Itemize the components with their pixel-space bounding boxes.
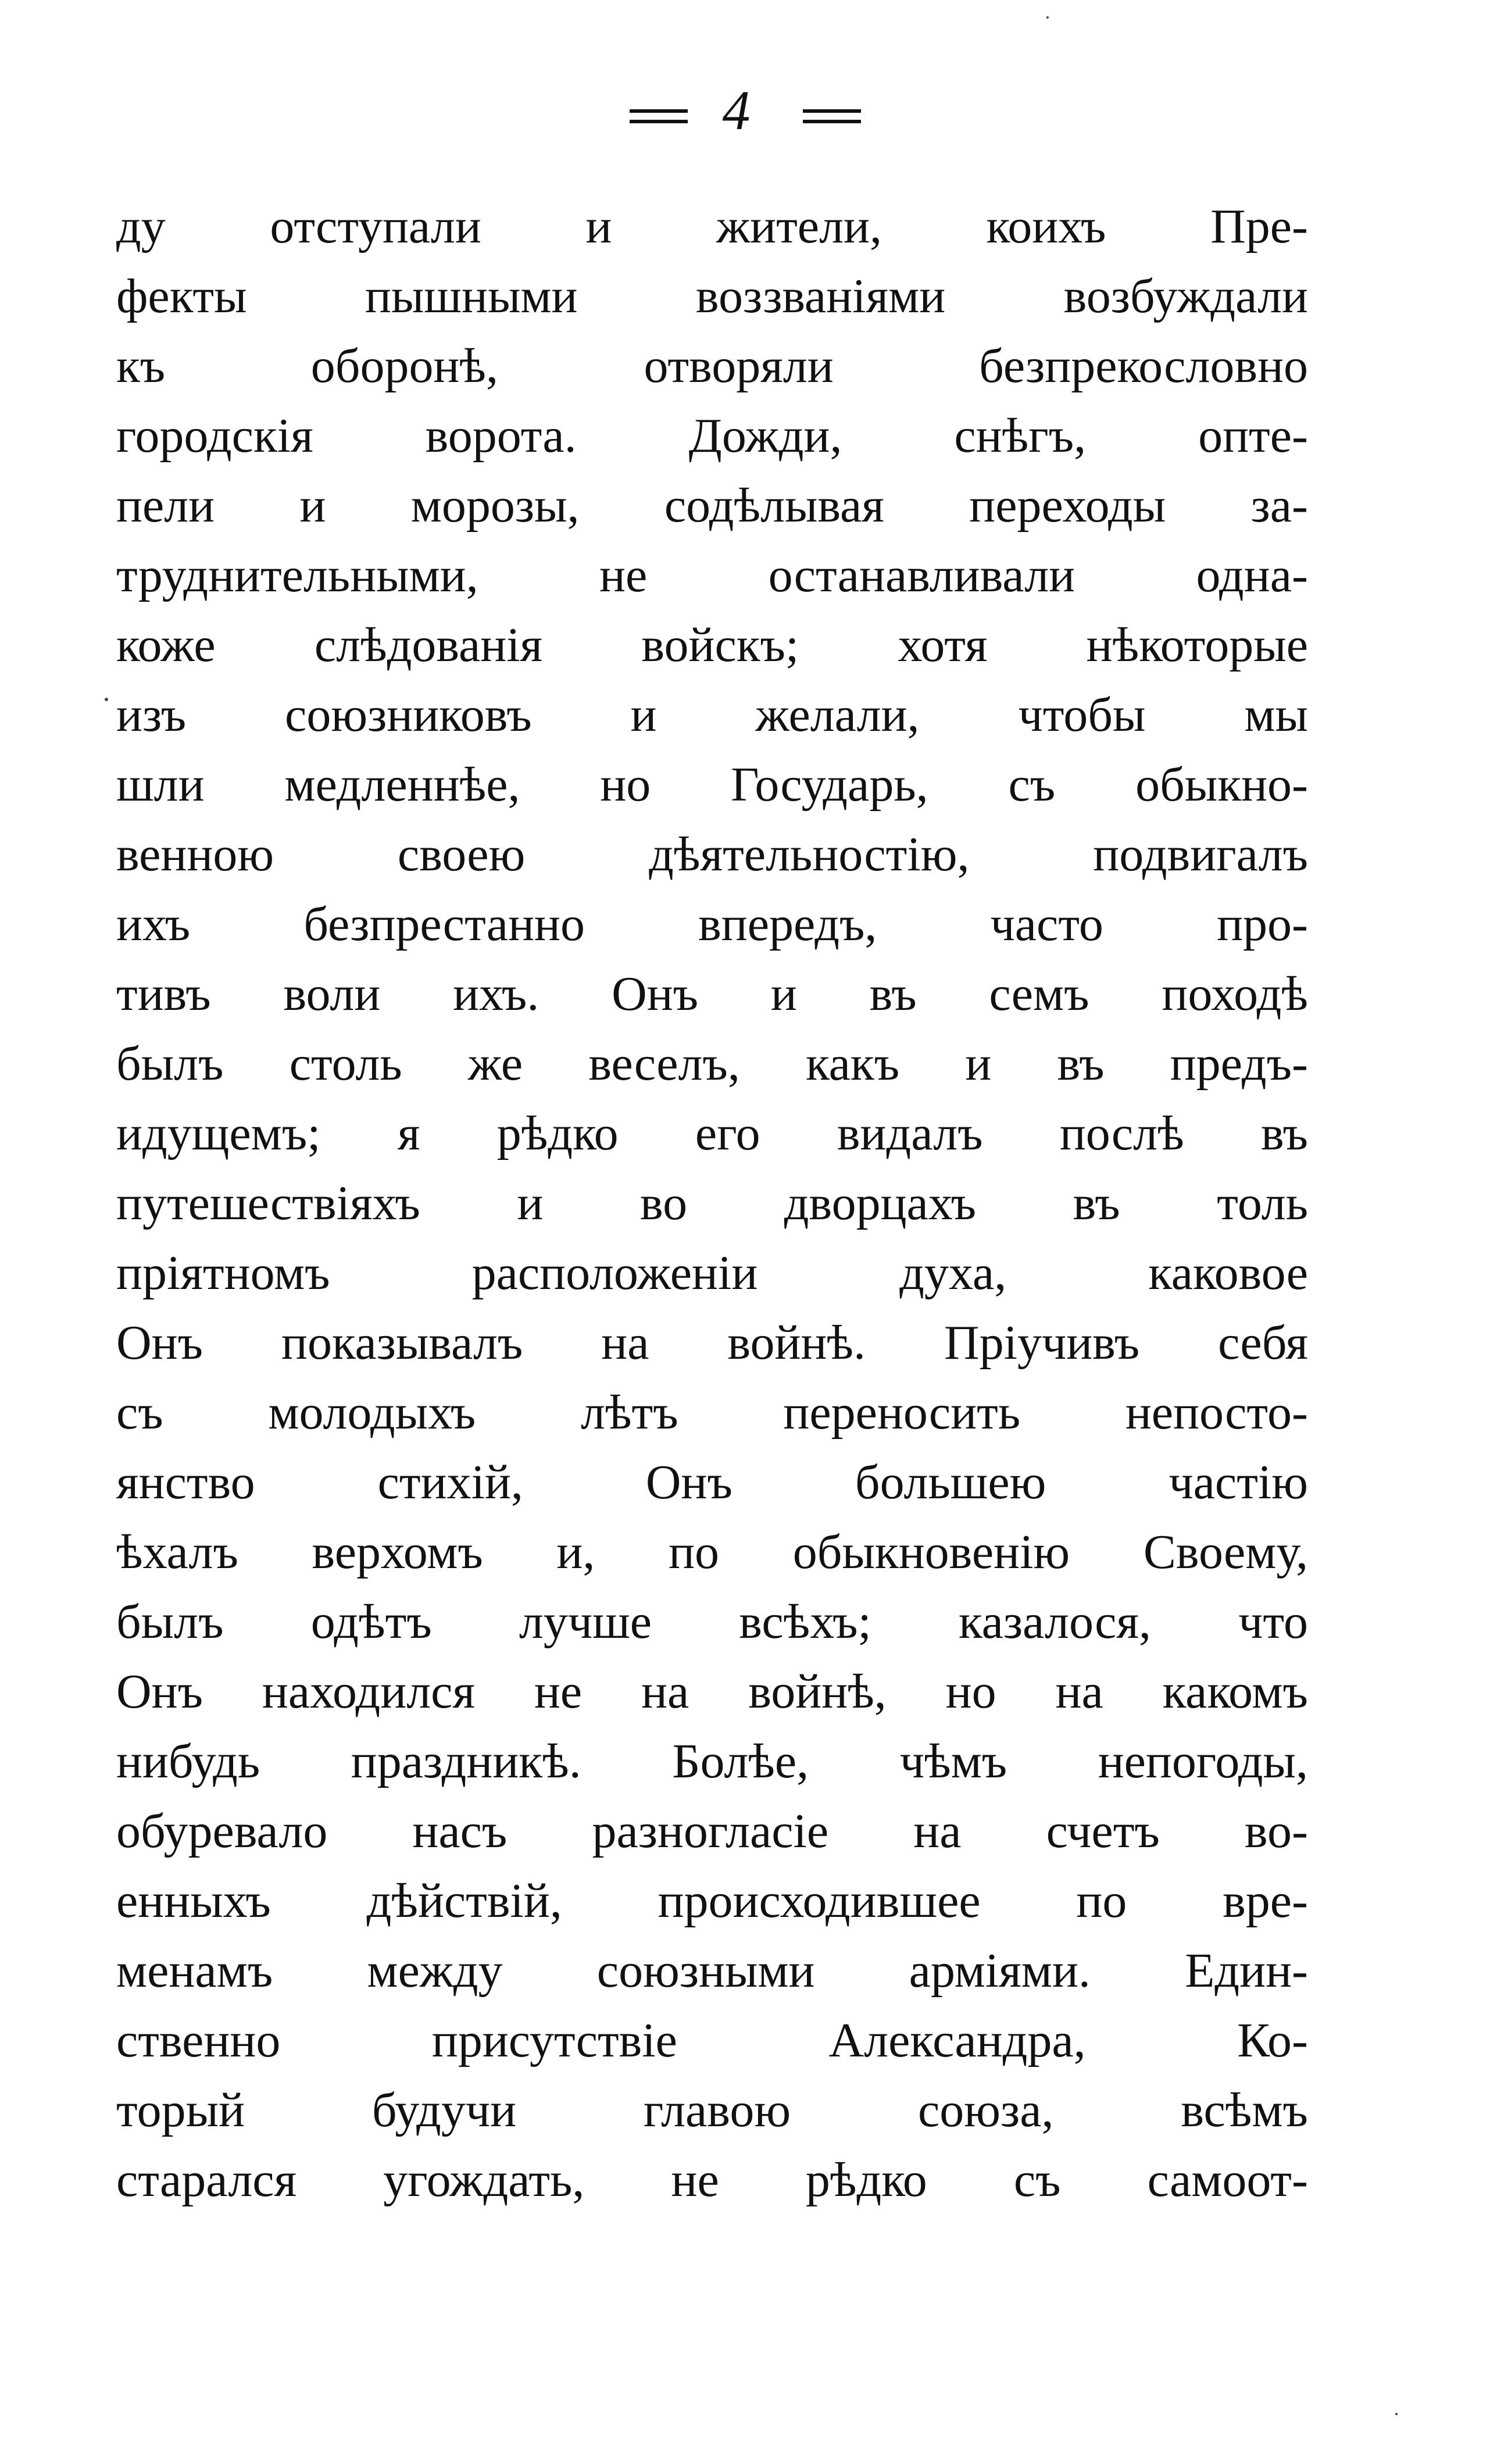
text-line-23: нибудь праздникѣ. Болѣе, чѣмъ непогоды,	[116, 1734, 1308, 1788]
text-line-5: пели и морозы, содѣлывая переходы за-	[116, 478, 1308, 533]
text-line-25: енныхъ дѣйствій, происходившее по вре-	[116, 1874, 1308, 1928]
text-line-1: ду отступали и жители, коихъ Пре-	[116, 199, 1308, 253]
text-line-13: былъ столь же веселъ, какъ и въ предъ-	[116, 1037, 1308, 1091]
text-line-4: городскія ворота. Дожди, снѣгъ, опте-	[116, 409, 1308, 463]
text-line-10: венною своею дѣятельностію, подвигалъ	[116, 827, 1308, 881]
right-double-rule	[803, 109, 861, 123]
text-line-16: пріятномъ расположеніи духа, каковое	[116, 1246, 1308, 1300]
print-speck	[105, 698, 108, 701]
text-line-21: былъ одѣтъ лучше всѣхъ; казалося, что	[116, 1595, 1308, 1649]
text-line-27: ственно присутствіе Александра, Ко-	[116, 2013, 1308, 2067]
print-speck	[1046, 16, 1049, 19]
text-line-26: менамъ между союзными арміями. Един-	[116, 1944, 1308, 1998]
text-line-6: труднительными, не останавливали одна-	[116, 548, 1308, 602]
text-line-14: идущемъ; я рѣдко его видалъ послѣ въ	[116, 1106, 1308, 1160]
text-line-15: путешествіяхъ и во дворцахъ въ толь	[116, 1176, 1308, 1230]
text-line-24: обуревало насъ разногласіе на счетъ во-	[116, 1804, 1308, 1858]
text-line-20: ѣхалъ верхомъ и, по обыкновенію Своему,	[116, 1525, 1308, 1579]
text-line-18: съ молодыхъ лѣтъ переносить непосто-	[116, 1385, 1308, 1440]
text-line-2: фекты пышными воззваніями возбуждали	[116, 269, 1308, 323]
text-line-9: шли медленнѣе, но Государь, съ обыкно-	[116, 758, 1308, 812]
text-line-8: изъ союзниковъ и желали, чтобы мы	[116, 688, 1308, 742]
text-line-12: тивъ воли ихъ. Онъ и въ семъ походѣ	[116, 967, 1308, 1021]
body-text	[116, 192, 1308, 2215]
left-double-rule	[630, 109, 688, 123]
text-line-3: къ оборонѣ, отворяли безпрекословно	[116, 339, 1308, 393]
text-line-28: торый будучи главою союза, всѣмъ	[116, 2083, 1308, 2137]
text-line-7: коже слѣдованія войскъ; хотя нѣкоторые	[116, 618, 1308, 672]
text-line-29: старался угождать, не рѣдко съ самоот-	[116, 2153, 1308, 2207]
text-line-11: ихъ безпрестанно впередъ, часто про-	[116, 897, 1308, 951]
text-line-17: Онъ показывалъ на войнѣ. Пріучивъ себя	[116, 1316, 1308, 1370]
page-header	[0, 76, 1490, 145]
page-number: 4	[722, 79, 768, 141]
text-line-19: янство стихій, Онъ большею частію	[116, 1455, 1308, 1509]
text-line-22: Онъ находился не на войнѣ, но на какомъ	[116, 1665, 1308, 1719]
print-speck	[1395, 2413, 1398, 2415]
